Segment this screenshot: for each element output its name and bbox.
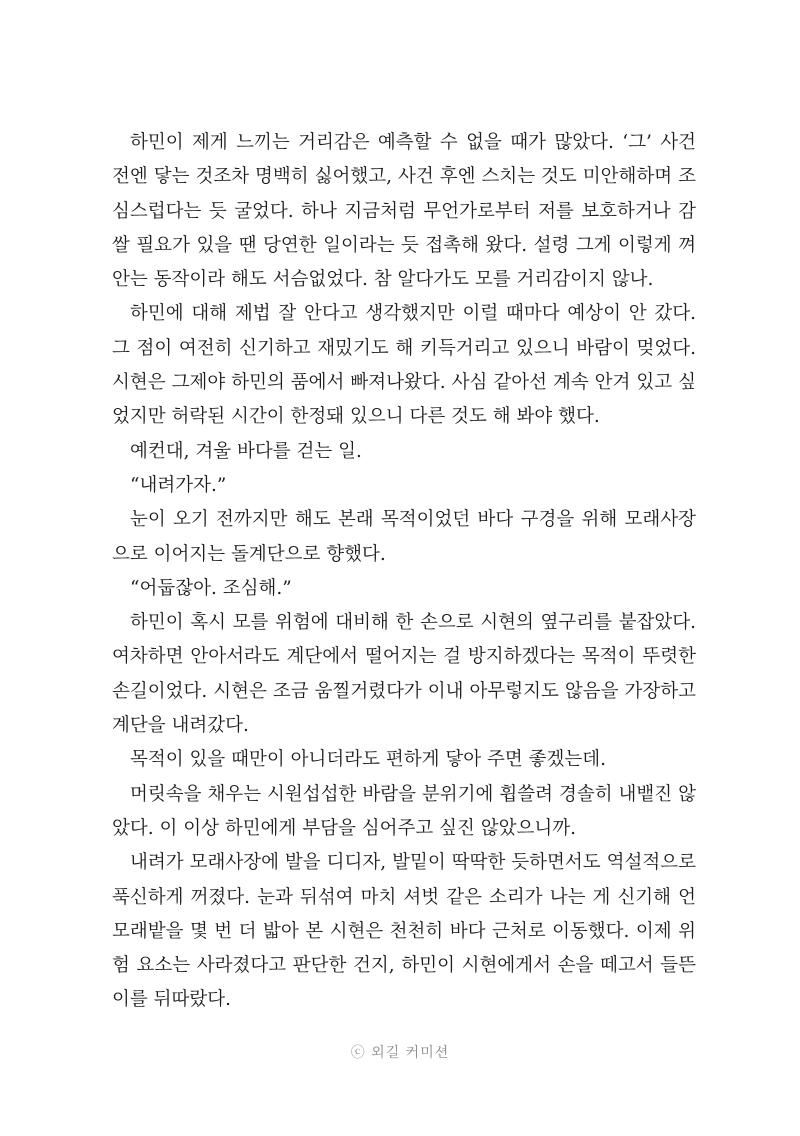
text-line: 예컨대, 겨울 바다를 걷는 일. — [130, 440, 362, 462]
story-text — [112, 126, 696, 1018]
text-line: 하민에 대해 제법 잘 안다고 생각했지만 이럴 때마다 예상이 안 갔다. — [130, 303, 696, 325]
text-line: 손길이었다. 시현은 조금 움찔거렸다가 이내 아무렇지도 않음을 가장하고 — [112, 680, 696, 702]
copyright-footer: ⓒ 외길 커미션 — [350, 1045, 450, 1061]
text-line: “어둡잖아. 조심해.” — [130, 577, 292, 599]
text-line: “내려가자.” — [130, 474, 227, 496]
text-line: 푹신하게 꺼졌다. 눈과 뒤섞여 마치 셔벗 같은 소리가 나는 게 신기해 언 — [112, 886, 696, 908]
text-line: 험 요소는 사라졌다고 판단한 건지, 하민이 시현에게서 손을 떼고서 들뜬 — [112, 955, 696, 977]
text-line: 심스럽다는 듯 굴었다. 하나 지금처럼 무언가로부터 저를 보호하거나 감 — [112, 200, 696, 222]
text-line: 모래밭을 몇 번 더 밟아 본 시현은 천천히 바다 근처로 이동했다. 이제 위 — [112, 920, 696, 942]
text-line: 머릿속을 채우는 시원섭섭한 바람을 분위기에 휩쓸려 경솔히 내뱉진 않 — [130, 783, 696, 805]
text-line: 여차하면 안아서라도 계단에서 떨어지는 걸 방지하겠다는 목적이 뚜렷한 — [112, 646, 696, 668]
text-line: 내려가 모래사장에 발을 디디자, 발밑이 딱딱한 듯하면서도 역설적으로 — [130, 852, 696, 874]
text-line: 하민이 제게 느끼는 거리감은 예측할 수 없을 때가 많았다. ‘그’ 사건 — [130, 132, 696, 153]
text-line: 눈이 오기 전까지만 해도 본래 목적이었던 바다 구경을 위해 모래사장 — [130, 509, 696, 531]
text-line: 목적이 있을 때만이 아니더라도 편하게 닿아 주면 좋겠는데. — [130, 749, 606, 771]
text-line: 그 점이 여전히 신기하고 재밌기도 해 키득거리고 있으니 바람이 멎었다. — [112, 337, 696, 359]
text-line: 하민이 혹시 모를 위험에 대비해 한 손으로 시현의 옆구리를 붙잡았다. — [130, 612, 696, 634]
text-line: 었지만 허락된 시간이 한정돼 있으니 다른 것도 해 봐야 했다. — [112, 406, 600, 428]
text-line: 시현은 그제야 하민의 품에서 빠져나왔다. 사심 같아선 계속 안겨 있고 싶 — [112, 372, 696, 394]
text-line: 았다. 이 이상 하민에게 부담을 심어주고 싶진 않았으니까. — [112, 817, 576, 839]
text-line: 이를 뒤따랐다. — [112, 989, 231, 1011]
text-line: 전엔 닿는 것조차 명백히 싫어했고, 사건 후엔 스치는 것도 미안해하며 조 — [112, 166, 696, 188]
text-line: 쌀 필요가 있을 땐 당연한 일이라는 듯 접촉해 왔다. 설령 그게 이렇게 껴 — [112, 234, 696, 256]
text-line: 으로 이어지는 돌계단으로 향했다. — [112, 543, 386, 565]
text-line: 계단을 내려갔다. — [112, 715, 249, 737]
text-line: 안는 동작이라 해도 서슴없었다. 참 알다가도 모를 거리감이지 않나. — [112, 269, 654, 291]
